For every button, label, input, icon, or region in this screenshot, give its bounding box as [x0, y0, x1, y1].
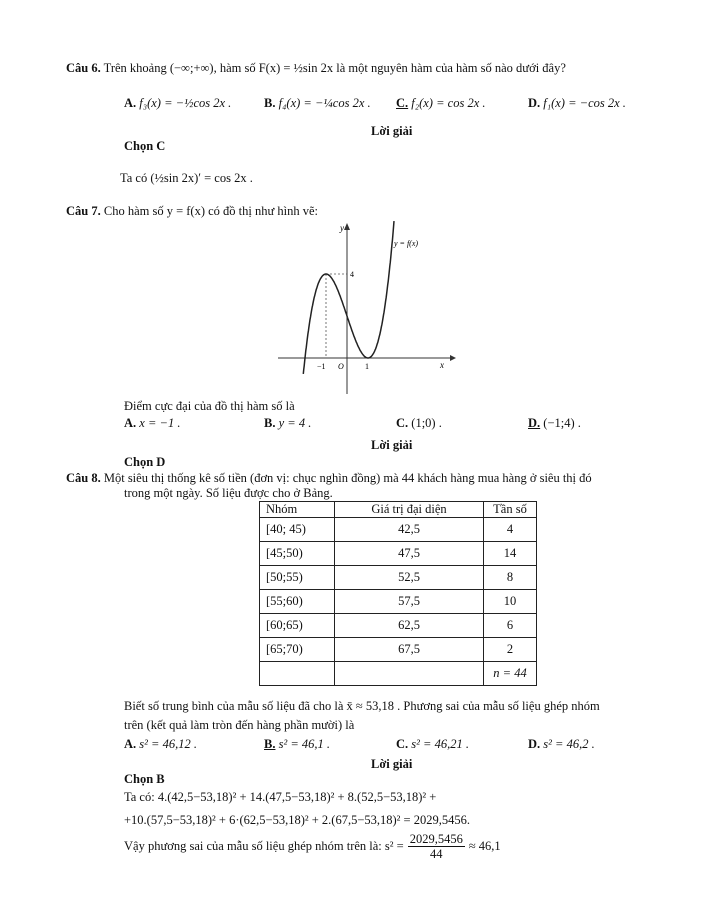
group-cell: [55;60) — [260, 590, 335, 614]
q6-label: Câu 6. — [66, 61, 101, 75]
freq-cell: 10 — [484, 590, 537, 614]
option-text: f₂(x) = cos 2x . — [411, 96, 486, 110]
value-cell: 47,5 — [335, 542, 484, 566]
option-text: (1;0) . — [411, 416, 442, 430]
value-cell: 42,5 — [335, 518, 484, 542]
table-row — [260, 518, 537, 542]
tick-1: 1 — [365, 362, 369, 371]
q8-work-2: +10.(57,5−53,18)² + 6·(62,5−53,18)² + 2.(67,5−53,18)² = 2029,5456. — [124, 813, 470, 827]
frequency-table — [259, 501, 537, 686]
group-cell: [40; 45) — [260, 518, 335, 542]
q7-option-b[interactable] — [264, 416, 311, 431]
option-text: s² = 46,21 . — [411, 737, 469, 751]
table-header: Tần số — [484, 502, 537, 518]
table-header: Nhóm — [260, 502, 335, 518]
q8-choice: Chọn B — [124, 772, 165, 786]
option-letter: A. — [124, 96, 137, 110]
option-text: s² = 46,2 . — [543, 737, 595, 751]
option-letter-correct: C. — [396, 96, 409, 110]
freq-cell: 4 — [484, 518, 537, 542]
q6-work: Ta có (½sin 2x)′ = cos 2x . — [120, 171, 253, 185]
q8-stem-1: Một siêu thị thống kê số tiền (đơn vị: chục nghìn đồng) mà 44 khách hàng mua hàng ở siêu thị đó — [103, 471, 592, 485]
option-text: s² = 46,1 . — [278, 737, 331, 751]
q8-label: Câu 8. — [66, 471, 101, 485]
q8-stem-2: trong một ngày. Số liệu được cho ở Bảng. — [124, 486, 333, 500]
x-axis-arrow — [450, 355, 456, 361]
option-text: x = −1 . — [139, 416, 181, 430]
q8-option-b[interactable] — [264, 737, 330, 752]
curve-label: y = f(x) — [394, 239, 419, 248]
tick-neg1: −1 — [317, 362, 326, 371]
option-letter: C. — [396, 416, 409, 430]
option-letter: D. — [528, 737, 541, 751]
option-letter: D. — [528, 96, 541, 110]
option-text: s² = 46,12 . — [139, 737, 197, 751]
q8-line1 — [66, 471, 592, 486]
value-cell: 57,5 — [335, 590, 484, 614]
q6-option-a[interactable] — [124, 96, 231, 111]
freq-cell: 14 — [484, 542, 537, 566]
empty-cell — [335, 662, 484, 686]
q6-option-b[interactable] — [264, 96, 371, 111]
q8-work-1: Ta có: 4.(42,5−53,18)² + 14.(47,5−53,18)² + 8.(52,5−53,18)² + — [124, 790, 437, 804]
group-cell: [60;65) — [260, 614, 335, 638]
table-row — [260, 542, 537, 566]
q7-stem: Cho hàm số y = f(x) có đồ thị như hình vẽ: — [103, 204, 319, 218]
table-row — [260, 566, 537, 590]
x-axis-label: x — [440, 360, 444, 370]
tick-4: 4 — [350, 270, 354, 279]
q6-line — [66, 61, 566, 76]
group-cell: [45;50) — [260, 542, 335, 566]
total-cell: n = 44 — [484, 662, 537, 686]
q6-option-c[interactable] — [396, 96, 486, 111]
q7-option-a[interactable] — [124, 416, 180, 431]
q8-option-d[interactable] — [528, 737, 595, 752]
y-axis-arrow — [344, 223, 350, 230]
table-row — [260, 638, 537, 662]
freq-cell: 2 — [484, 638, 537, 662]
q8-text-2: trên (kết quả làm tròn đến hàng phần mười) là — [124, 718, 355, 732]
q7-line — [66, 204, 318, 219]
option-letter: B. — [264, 96, 276, 110]
fraction-denominator: 44 — [430, 847, 443, 861]
q7-function-graph — [272, 218, 462, 396]
q6-solution-heading: Lời giải — [371, 124, 413, 138]
q6-option-d[interactable] — [528, 96, 626, 111]
option-text: (−1;4) . — [543, 416, 581, 430]
q8-text-1: Biết số trung bình của mẫu số liệu đã cho là x̄ ≈ 53,18 . Phương sai của mẫu số liệu ghép nhóm — [124, 699, 600, 713]
value-cell: 62,5 — [335, 614, 484, 638]
q7-option-d[interactable] — [528, 416, 581, 431]
q8-solution-heading: Lời giải — [371, 757, 413, 771]
q7-choice: Chọn D — [124, 455, 166, 469]
table-header-row — [260, 502, 537, 518]
q8-option-c[interactable] — [396, 737, 469, 752]
conclusion-prefix: Vậy phương sai của mẫu số liệu ghép nhóm trên là: s² = — [124, 839, 404, 853]
option-text: f₄(x) = −¼cos 2x . — [278, 96, 371, 110]
q6-choice: Chọn C — [124, 139, 166, 153]
origin-label: O — [338, 362, 344, 371]
group-cell: [50;55) — [260, 566, 335, 590]
table-header: Giá trị đại diện — [335, 502, 484, 518]
q7-prompt: Điểm cực đại của đồ thị hàm số là — [124, 399, 295, 413]
value-cell: 67,5 — [335, 638, 484, 662]
q8-conclusion — [124, 832, 501, 861]
option-letter: B. — [264, 416, 276, 430]
q7-option-c[interactable] — [396, 416, 442, 431]
option-letter-correct: D. — [528, 416, 541, 430]
y-axis-label: y — [340, 223, 344, 233]
conclusion-suffix: ≈ 46,1 — [468, 839, 501, 853]
table-total-row — [260, 662, 537, 686]
option-text: y = 4 . — [278, 416, 312, 430]
option-text: f₁(x) = −cos 2x . — [543, 96, 626, 110]
function-curve — [303, 221, 394, 374]
option-text: f₃(x) = −½cos 2x . — [139, 96, 232, 110]
q7-label: Câu 7. — [66, 204, 101, 218]
q6-stem: Trên khoảng (−∞;+∞), hàm số F(x) = ½sin 2x là một nguyên hàm của hàm số nào dưới đây? — [103, 61, 566, 75]
freq-cell: 8 — [484, 566, 537, 590]
option-letter-correct: B. — [264, 737, 276, 751]
option-letter: C. — [396, 737, 409, 751]
option-letter: A. — [124, 416, 137, 430]
empty-cell — [260, 662, 335, 686]
variance-fraction — [408, 832, 465, 861]
table-row — [260, 614, 537, 638]
fraction-numerator: 2029,5456 — [409, 832, 463, 846]
group-cell: [65;70) — [260, 638, 335, 662]
value-cell: 52,5 — [335, 566, 484, 590]
table-row — [260, 590, 537, 614]
option-letter: A. — [124, 737, 137, 751]
q8-option-a[interactable] — [124, 737, 197, 752]
freq-cell: 6 — [484, 614, 537, 638]
q7-solution-heading: Lời giải — [371, 438, 413, 452]
